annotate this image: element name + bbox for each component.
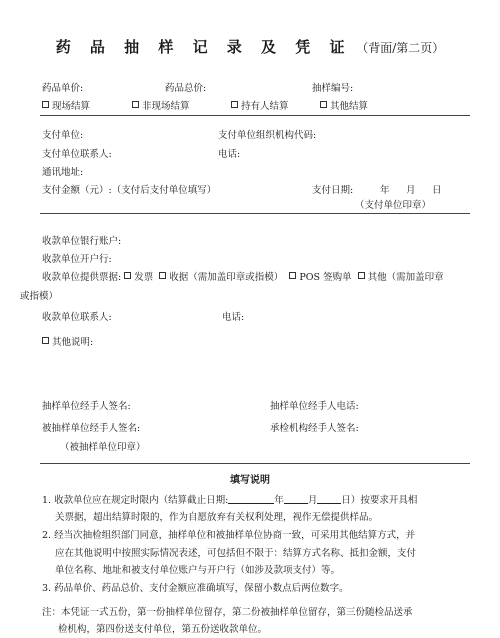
notes-title: 填写说明 <box>230 475 270 486</box>
deadline-day-field[interactable] <box>317 494 341 504</box>
settlement-option-onsite[interactable]: 现场结算 <box>42 98 90 112</box>
note-1-line-1: 1. 收款单位应在规定时限内（结算截止日期: 年 月 日）按要求开具相 <box>42 495 418 506</box>
unit-price-label: 药品单价: <box>42 83 84 94</box>
checkbox-icon[interactable] <box>42 101 49 108</box>
divider <box>40 463 470 464</box>
footnote-line-1: 注：本凭证一式五份，第一份抽样单位留存，第二份被抽样单位留存，第三份随检品送承 <box>42 607 413 618</box>
checkbox-icon[interactable] <box>42 337 49 344</box>
payee-phone-label: 电话: <box>222 312 245 323</box>
settlement-option-offsite[interactable]: 非现场结算 <box>132 98 190 112</box>
checkbox-icon[interactable] <box>132 101 139 108</box>
checkbox-icon[interactable] <box>320 101 327 108</box>
payer-contact-label: 支付单位联系人: <box>42 149 112 160</box>
sampler-phone-label: 抽样单位经手人电话: <box>270 401 359 412</box>
settlement-option-other[interactable]: 其他结算 <box>320 98 368 112</box>
payer-phone-label: 电话: <box>218 149 241 160</box>
sample-no-label: 抽样编号: <box>312 83 354 94</box>
payee-receipt-continuation: 或指模） <box>20 291 59 302</box>
checkbox-icon[interactable] <box>358 272 365 279</box>
note-3: 3. 药品单价、药品总价、支付金额应准确填写，保留小数点后两位数字。 <box>42 583 349 594</box>
deadline-month-field[interactable] <box>284 494 308 504</box>
note-2-line-3: 单位名称、地址和被支付单位账户与开户行（如涉及款项支付）等。 <box>55 565 341 576</box>
payment-year-label: 年 <box>380 185 390 196</box>
payee-contact-label: 收款单位联系人: <box>42 312 112 323</box>
inspector-signature-label: 承检机构经手人签名: <box>270 423 359 434</box>
divider <box>40 115 470 116</box>
note-1-line-2: 关票据，超出结算时限的，作为自愿放弃有关权利处理，视作无偿提供样品。 <box>55 512 379 523</box>
settlement-option-holder[interactable]: 持有人结算 <box>231 98 289 112</box>
note-2-line-2: 应在其他说明中按照实际情况表述，可包括但不限于：结算方式名称、抵扣金额，支付 <box>55 548 417 559</box>
other-notes-option[interactable]: 其他说明: <box>42 334 93 348</box>
deadline-year-field[interactable] <box>228 494 274 504</box>
divider <box>40 213 470 214</box>
title-sub: （背面/第二页） <box>356 41 445 55</box>
checkbox-icon[interactable] <box>124 272 131 279</box>
checkbox-icon[interactable] <box>159 272 166 279</box>
payment-date-label: 支付日期: <box>312 185 354 196</box>
title-main: 药 品 抽 样 记 录 及 凭 证 <box>55 38 352 56</box>
sampler-signature-label: 抽样单位经手人签名: <box>42 401 131 412</box>
footnote-line-2: 检机构，第四份送支付单位，第五份送收款单位。 <box>58 624 268 635</box>
sampled-signature-label: 被抽样单位经手人签名: <box>42 423 141 434</box>
payer-address-label: 通讯地址: <box>42 167 84 178</box>
checkbox-icon[interactable] <box>231 101 238 108</box>
payer-unit-label: 支付单位: <box>42 130 84 141</box>
payment-month-label: 月 <box>406 185 416 196</box>
document-title <box>0 36 500 57</box>
payee-bank-label: 收款单位开户行: <box>42 254 112 265</box>
payee-receipt-row: 收款单位提供票据: 发票 收据（需加盖印章或指模） POS 签购单 其他（需加盖印章 <box>42 272 444 283</box>
note-2-line-1: 2. 经当次抽检组织部门同意，抽样单位和被抽样单位协商一致，可采用其他结算方式，并 <box>42 530 416 541</box>
sampled-seal-label: （被抽样单位印章） <box>60 442 146 453</box>
payer-org-code-label: 支付单位组织机构代码: <box>218 130 317 141</box>
payment-day-label: 日 <box>432 185 442 196</box>
payee-bank-account-label: 收款单位银行账户: <box>42 236 122 247</box>
checkbox-icon[interactable] <box>289 272 296 279</box>
total-price-label: 药品总价: <box>165 83 207 94</box>
payment-amount-label: 支付金额（元）:（支付后支付单位填写） <box>42 185 217 196</box>
payer-seal-label: （支付单位印章） <box>355 200 432 211</box>
